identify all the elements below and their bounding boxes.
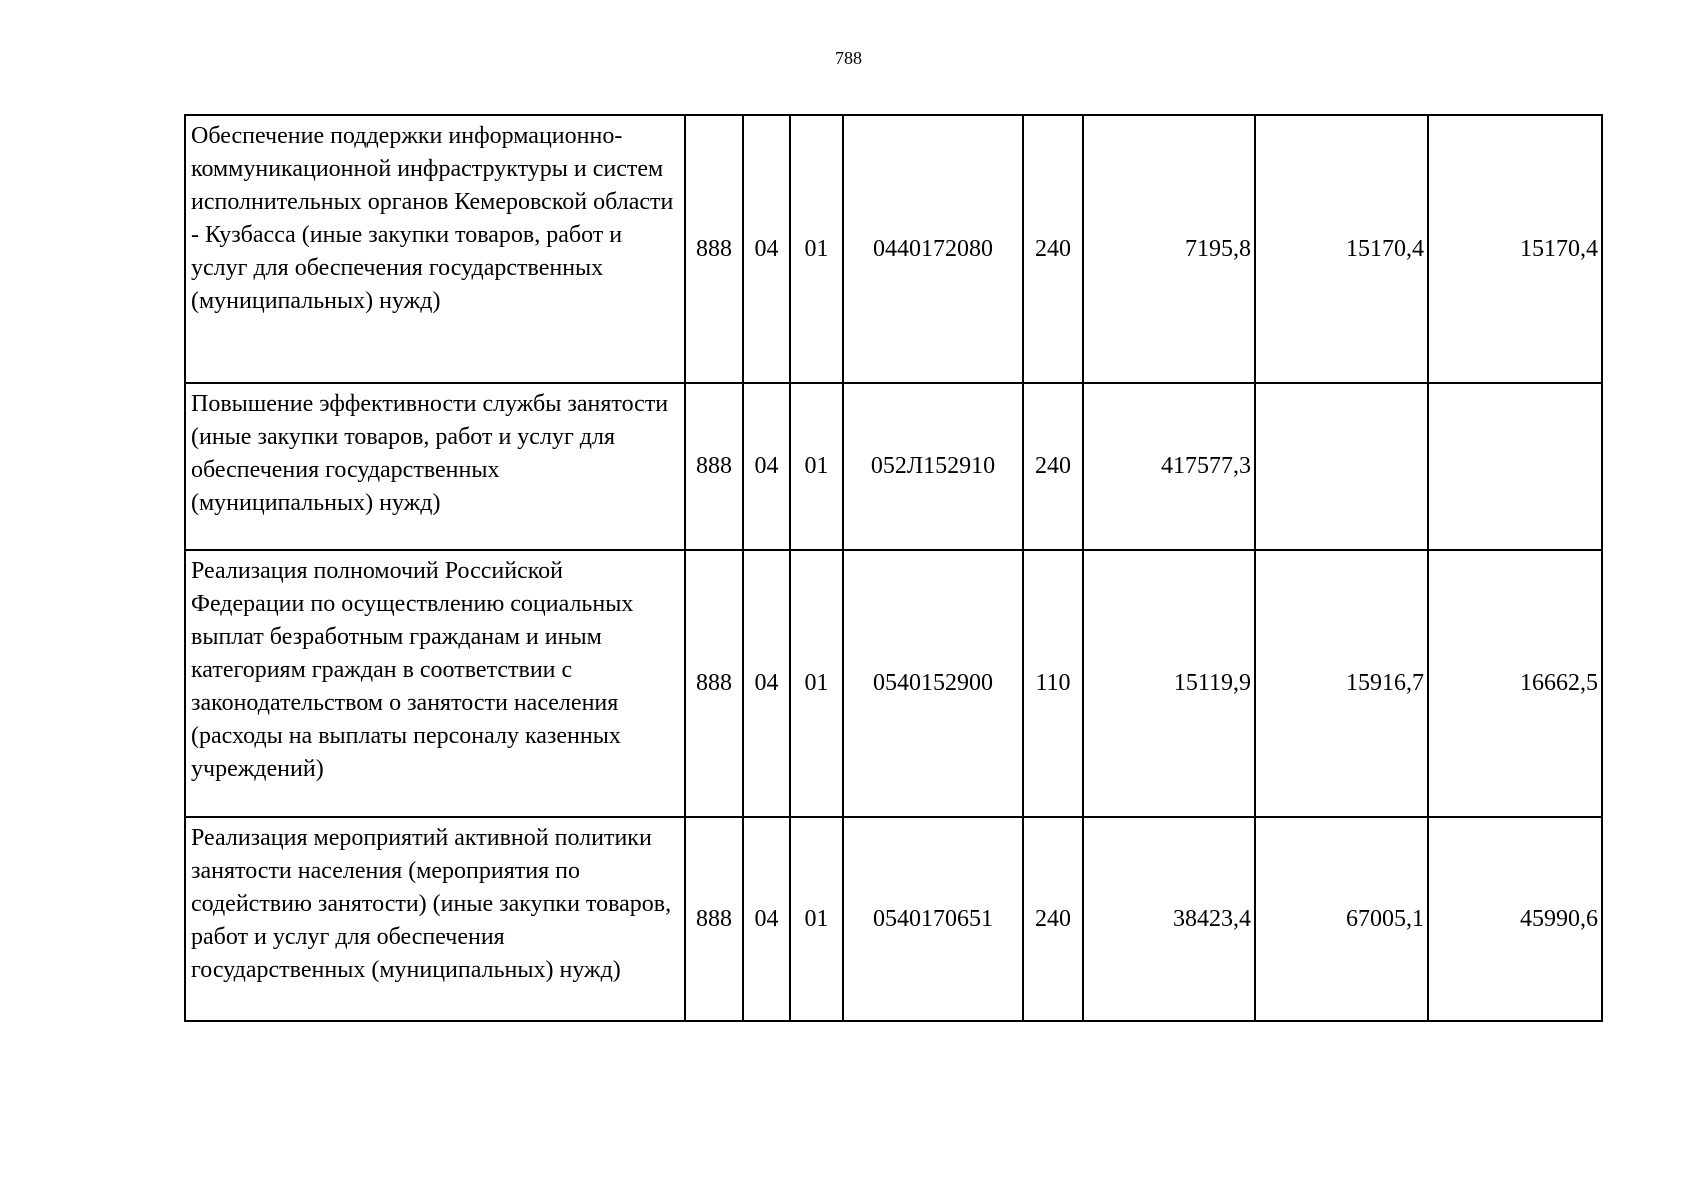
amount-year-3: 45990,6 <box>1428 817 1602 1021</box>
ministry-code: 888 <box>685 115 743 383</box>
row-description: Реализация полномочий Российской Федерации по осуществлению социальных выплат безработным гражданам и иным категориям граждан в соответствии с законодательством о занятости населения (расходы на выплаты персоналу казенных учреждений) <box>185 550 685 817</box>
table-row <box>185 115 1602 383</box>
ministry-code: 888 <box>685 817 743 1021</box>
subsection-code: 01 <box>790 383 843 550</box>
table-row <box>185 817 1602 1021</box>
amount-year-1: 7195,8 <box>1083 115 1255 383</box>
target-article-code: 052Л152910 <box>843 383 1023 550</box>
amount-year-2 <box>1255 383 1428 550</box>
subsection-code: 01 <box>790 550 843 817</box>
expense-type-code: 240 <box>1023 115 1083 383</box>
amount-year-2: 67005,1 <box>1255 817 1428 1021</box>
ministry-code: 888 <box>685 383 743 550</box>
expense-type-code: 110 <box>1023 550 1083 817</box>
target-article-code: 0540152900 <box>843 550 1023 817</box>
target-article-code: 0440172080 <box>843 115 1023 383</box>
amount-year-3: 15170,4 <box>1428 115 1602 383</box>
section-code: 04 <box>743 115 790 383</box>
ministry-code: 888 <box>685 550 743 817</box>
amount-year-1: 15119,9 <box>1083 550 1255 817</box>
amount-year-3: 16662,5 <box>1428 550 1602 817</box>
page-number: 788 <box>835 48 862 68</box>
amount-year-1: 417577,3 <box>1083 383 1255 550</box>
row-description: Реализация мероприятий активной политики занятости населения (мероприятия по содействию занятости) (иные закупки товаров, работ и услуг для обеспечения государственных (муниципальных) нужд) <box>185 817 685 1021</box>
amount-year-1: 38423,4 <box>1083 817 1255 1021</box>
subsection-code: 01 <box>790 817 843 1021</box>
section-code: 04 <box>743 817 790 1021</box>
expense-type-code: 240 <box>1023 817 1083 1021</box>
table-row <box>185 383 1602 550</box>
amount-year-2: 15916,7 <box>1255 550 1428 817</box>
amount-year-2: 15170,4 <box>1255 115 1428 383</box>
amount-year-3 <box>1428 383 1602 550</box>
table-row <box>185 550 1602 817</box>
section-code: 04 <box>743 550 790 817</box>
row-description: Повышение эффективности службы занятости (иные закупки товаров, работ и услуг для обеспечения государственных (муниципальных) нужд) <box>185 383 685 550</box>
row-description: Обеспечение поддержки информационно-коммуникационной инфраструктуры и систем исполнительных органов Кемеровской области - Кузбасса (иные закупки товаров, работ и услуг для обеспечения государственных (муниципальных) нужд) <box>185 115 685 383</box>
subsection-code: 01 <box>790 115 843 383</box>
expense-type-code: 240 <box>1023 383 1083 550</box>
section-code: 04 <box>743 383 790 550</box>
budget-table <box>184 114 1603 1022</box>
target-article-code: 0540170651 <box>843 817 1023 1021</box>
